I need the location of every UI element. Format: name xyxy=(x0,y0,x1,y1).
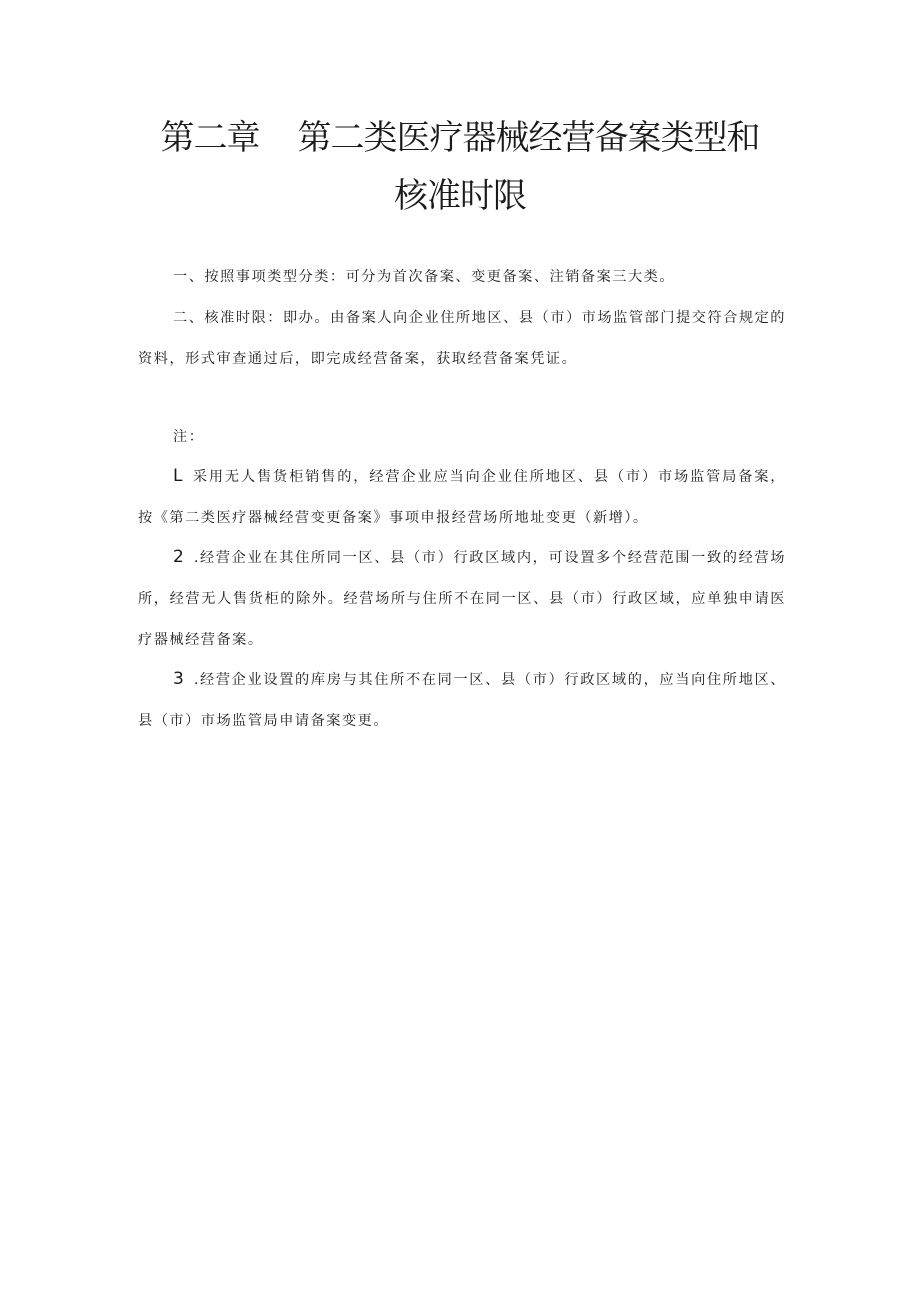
notes-label: 注： xyxy=(173,429,205,445)
note-text: .经营企业设置的库房与其住所不在同一区、县（市）行政区域的，应当向住所地区、县（市）市场监管局申请备案变更。 xyxy=(138,672,786,729)
note-item-3 xyxy=(138,659,786,742)
chapter-title-line-1 xyxy=(0,118,920,158)
note-item-2 xyxy=(138,537,786,661)
paragraph-classification: 一、按照事项类型分类：可分为首次备案、变更备案、注销备案三大类。 xyxy=(173,269,676,285)
chapter-number: 第二章 xyxy=(160,118,260,158)
chapter-title-line-2: 核准时限 xyxy=(394,176,526,216)
note-number: 3 xyxy=(173,669,184,689)
note-text: 采用无人售货柜销售的，经营企业应当向企业住所地区、县（市）市场监管局备案，按《第二类医疗器械经营变更备案》事项申报经营场所地址变更（新增）。 xyxy=(138,469,786,526)
paragraph-approval-time-limit: 二、核准时限：即办。由备案人向企业住所地区、县（市）市场监管部门提交符合规定的资料，形式审查通过后，即完成经营备案，获取经营备案凭证。 xyxy=(138,310,786,367)
note-number: L xyxy=(173,466,183,486)
note-text: .经营企业在其住所同一区、县（市）行政区域内，可设置多个经营范围一致的经营场所，经营无人售货柜的除外。经营场所与住所不在同一区、县（市）行政区域，应单独申请医疗器械经营备案。 xyxy=(138,550,786,648)
note-item-1 xyxy=(138,456,786,539)
chapter-title-text: 第二类医疗器械经营备案类型和 xyxy=(297,118,760,158)
note-number: 2 xyxy=(173,547,184,567)
